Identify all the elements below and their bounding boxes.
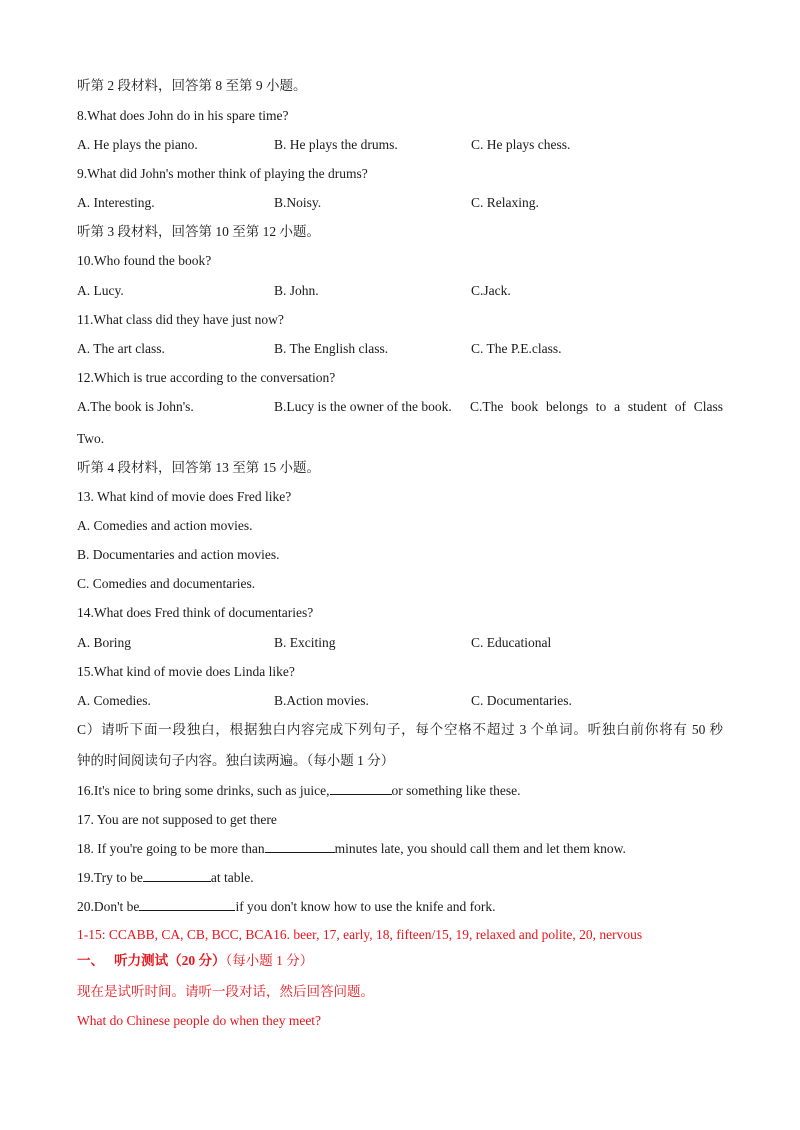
answer-blank-20[interactable] — [139, 898, 235, 911]
option-12c: C.The book belongs to a student of Class — [470, 399, 723, 414]
question-14: 14.What does Fred think of documentaries? — [77, 605, 314, 620]
option-15b: B.Action movies. — [274, 693, 369, 708]
trial-question: What do Chinese people do when they meet? — [77, 1013, 322, 1028]
option-13b: B. Documentaries and action movies. — [77, 547, 280, 562]
question-20-text: 20.Don't be — [77, 899, 140, 914]
question-8: 8.What does John do in his spare time? — [77, 108, 289, 123]
trial-instruction: 现在是试听时间。请听一段对话，然后回答问题。 — [77, 984, 374, 999]
option-15c: C. Documentaries. — [471, 693, 572, 708]
section-c-instruction-line1: C）请听下面一段独白，根据独白内容完成下列句子，每个空格不超过 3 个单词。听独白前你将有 50 秒 — [77, 722, 723, 737]
option-11b: B. The English class. — [274, 341, 389, 356]
question-11: 11.What class did they have just now? — [77, 312, 284, 327]
question-19 — [77, 869, 254, 887]
question-20-tail: if you don't know how to use the knife and fork. — [235, 899, 496, 914]
option-10a: A. Lucy. — [77, 283, 124, 298]
option-14a: A. Boring — [77, 635, 131, 650]
option-9a: A. Interesting. — [77, 195, 155, 210]
question-19-text: 19.Try to be — [77, 870, 143, 885]
option-12a: A.The book is John's. — [77, 399, 194, 414]
option-14b: B. Exciting — [274, 635, 336, 650]
question-16-tail: or something like these. — [391, 783, 521, 798]
question-18 — [77, 840, 626, 858]
option-11a: A. The art class. — [77, 341, 165, 356]
section-c-instruction-line2: 钟的时间阅读句子内容。独白读两遍。（每小题 1 分） — [77, 753, 395, 768]
question-12: 12.Which is true according to the conversation? — [77, 370, 336, 385]
option-14c: C. Educational — [471, 635, 552, 650]
option-15a: A. Comedies. — [77, 693, 151, 708]
option-13c: C. Comedies and documentaries. — [77, 576, 256, 591]
question-18-tail: minutes late, you should call them and let them know. — [334, 841, 626, 856]
option-13a: A. Comedies and action movies. — [77, 518, 253, 533]
option-11c: C. The P.E.class. — [471, 341, 562, 356]
part-one-number: 一、 — [77, 953, 104, 968]
question-10: 10.Who found the book? — [77, 253, 212, 268]
option-12c-continued: Two. — [77, 431, 105, 446]
option-10b: B. John. — [274, 283, 319, 298]
part-one-heading — [77, 952, 313, 970]
section-3-instruction: 听第 3 段材料，回答第 10 至第 12 小题。 — [77, 224, 320, 239]
answer-blank-16[interactable] — [330, 782, 392, 795]
option-8a: A. He plays the piano. — [77, 137, 198, 152]
part-one-note: （每小题 1 分） — [225, 953, 314, 968]
question-20 — [77, 898, 495, 916]
question-16 — [77, 782, 521, 800]
question-9: 9.What did John's mother think of playing the drums? — [77, 166, 368, 181]
part-one-title: 听力测试（20 分） — [114, 953, 226, 968]
option-10c: C.Jack. — [471, 283, 511, 298]
question-15: 15.What kind of movie does Linda like? — [77, 664, 295, 679]
option-9b: B.Noisy. — [274, 195, 322, 210]
option-8b: B. He plays the drums. — [274, 137, 398, 152]
question-13: 13. What kind of movie does Fred like? — [77, 489, 292, 504]
answer-key: 1-15: CCABB, CA, CB, BCC, BCA16. beer, 17, early, 18, fifteen/15, 19, relaxed and polite, 20, nervous — [77, 927, 643, 942]
section-2-instruction: 听第 2 段材料，回答第 8 至第 9 小题。 — [77, 78, 307, 93]
option-12b: B.Lucy is the owner of the book. — [274, 399, 452, 414]
question-18-text: 18. If you're going to be more than — [77, 841, 265, 856]
question-17: 17. You are not supposed to get there — [77, 812, 277, 827]
answer-blank-18[interactable] — [265, 840, 335, 853]
option-8c: C. He plays chess. — [471, 137, 571, 152]
option-9c: C. Relaxing. — [471, 195, 539, 210]
answer-blank-19[interactable] — [143, 869, 211, 882]
question-16-text: 16.It's nice to bring some drinks, such as juice, — [77, 783, 330, 798]
section-4-instruction: 听第 4 段材料，回答第 13 至第 15 小题。 — [77, 460, 320, 475]
question-19-tail: at table. — [210, 870, 254, 885]
